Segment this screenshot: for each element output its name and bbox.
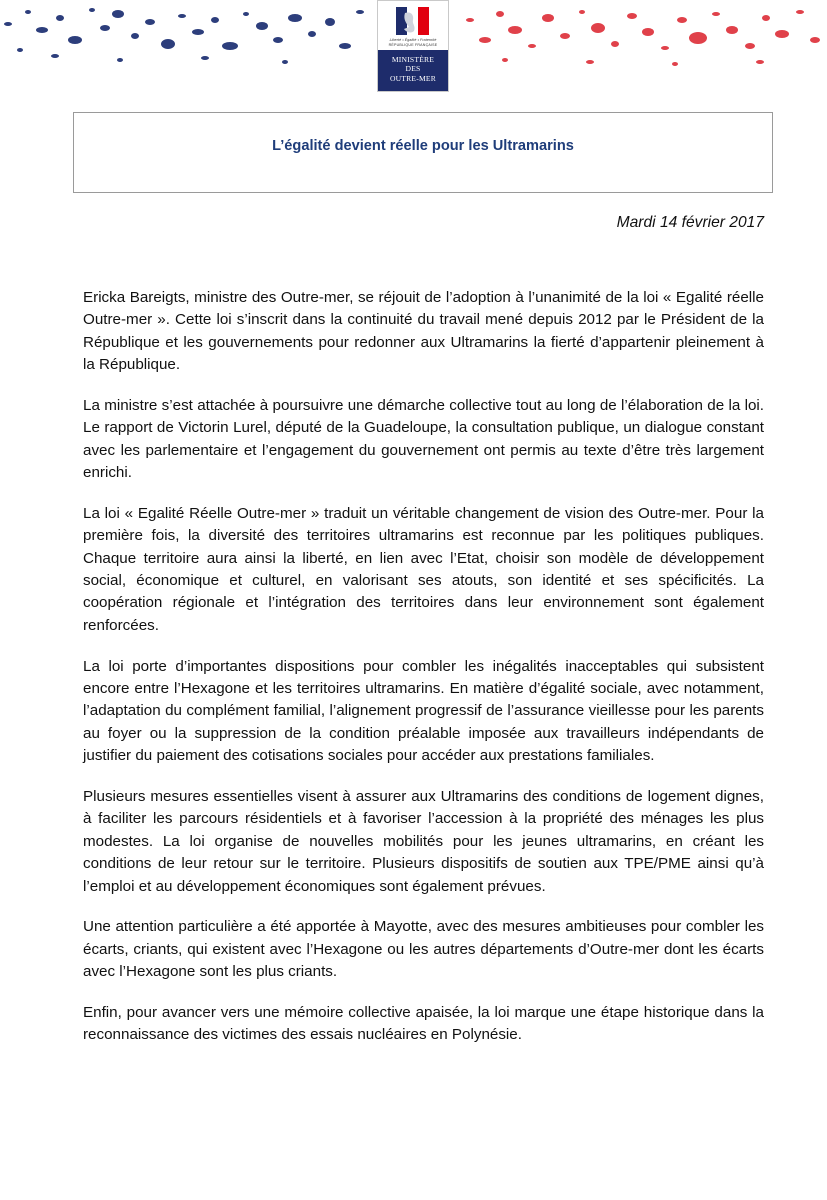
republic-name: RÉPUBLIQUE FRANÇAISE: [388, 43, 438, 47]
paragraph: La loi « Egalité Réelle Outre-mer » traduit un véritable changement de vision des Outre-mer. Pour la première fois, la diversité des territoires ultramarins est reconnue par les politiques publiques. Chaque territoire aura ainsi la liberté, en lien avec l’Etat, choisir son modèle de développement social, économique et culturel, en valorisant ses atouts, son identité et ses spécificités. La coopération régionale et l’intégration des territoires dans leur environnement sont également renforcées.: [83, 504, 764, 634]
ministry-name: [378, 50, 448, 91]
paragraph: La loi porte d’importantes dispositions pour combler les inégalités inacceptables qui subsistent encore entre l’Hexagone et les territoires ultramarins. En matière d’égalité sociale, avec notamment, l’adaptation du complément familial, l’alignement progressif de l’assurance vieillesse pour les parents au foyer ou la suppression de la condition préalable imposée aux travailleurs indépendants de justifier du paiement des cotisations sociales pour accéder aux prestations familiales.: [83, 657, 764, 765]
paragraph: Plusieurs mesures essentielles visent à assurer aux Ultramarins des conditions de logement dignes, à faciliter les parcours résidentiels et à favoriser l’accession à la propriété des ménages les plus modestes. La loi organise de nouvelles mobilités pour les jeunes ultramarins, en créant les conditions de leur retour sur le territoire. Plusieurs dispositifs de soutien aux TPE/PME ainsi qu’à l’emploi et au développement économiques sont également prévues.: [83, 787, 764, 895]
ministry-logo: [377, 0, 449, 92]
title-box: [73, 112, 773, 193]
ministry-line-2: DES: [405, 64, 421, 74]
ministry-line-1: MINISTÈRE: [391, 55, 435, 64]
press-body: [83, 287, 764, 1065]
republic-motto: Liberté • Égalité • Fraternité: [389, 38, 437, 42]
ministry-line-3: OUTRE-MER: [389, 73, 437, 83]
paragraph: La ministre s’est attachée à poursuivre une démarche collective tout au long de l’élaboration de la loi. Le rapport de Victorin Lurel, député de la Guadeloupe, la consultation publique, un dialogue constant avec les parlementaire et l’engagement du gouvernement ont permis au texte d’être très largement enrichi.: [83, 396, 764, 482]
red-islands: [466, 10, 820, 66]
page-title: L’égalité devient réelle pour les Ultramarins: [272, 138, 574, 154]
paragraph: Une attention particulière a été apportée à Mayotte, avec des mesures ambitieuses pour combler les écarts, criants, qui existent avec l’Hexagone ou les autres départements d’Outre-mer dont les écarts avec l’Hexagone sont les plus criants.: [83, 918, 764, 981]
press-date: Mardi 14 février 2017: [616, 214, 764, 231]
blue-islands: [4, 8, 364, 64]
paragraph: Ericka Bareigts, ministre des Outre-mer, se réjouit de l’adoption à l’unanimité de la loi « Egalité réelle Outre-mer ». Cette loi s’inscrit dans la continuité du travail mené depuis 2012 par le Président de la République et les gouvernements pour redonner aux Ultramarins la fierté d’appartenir pleinement à la République.: [83, 289, 764, 374]
paragraph: Enfin, pour avancer vers une mémoire collective apaisée, la loi marque une étape historique dans la reconnaissance des victimes des essais nucléaires en Polynésie.: [83, 1003, 764, 1044]
